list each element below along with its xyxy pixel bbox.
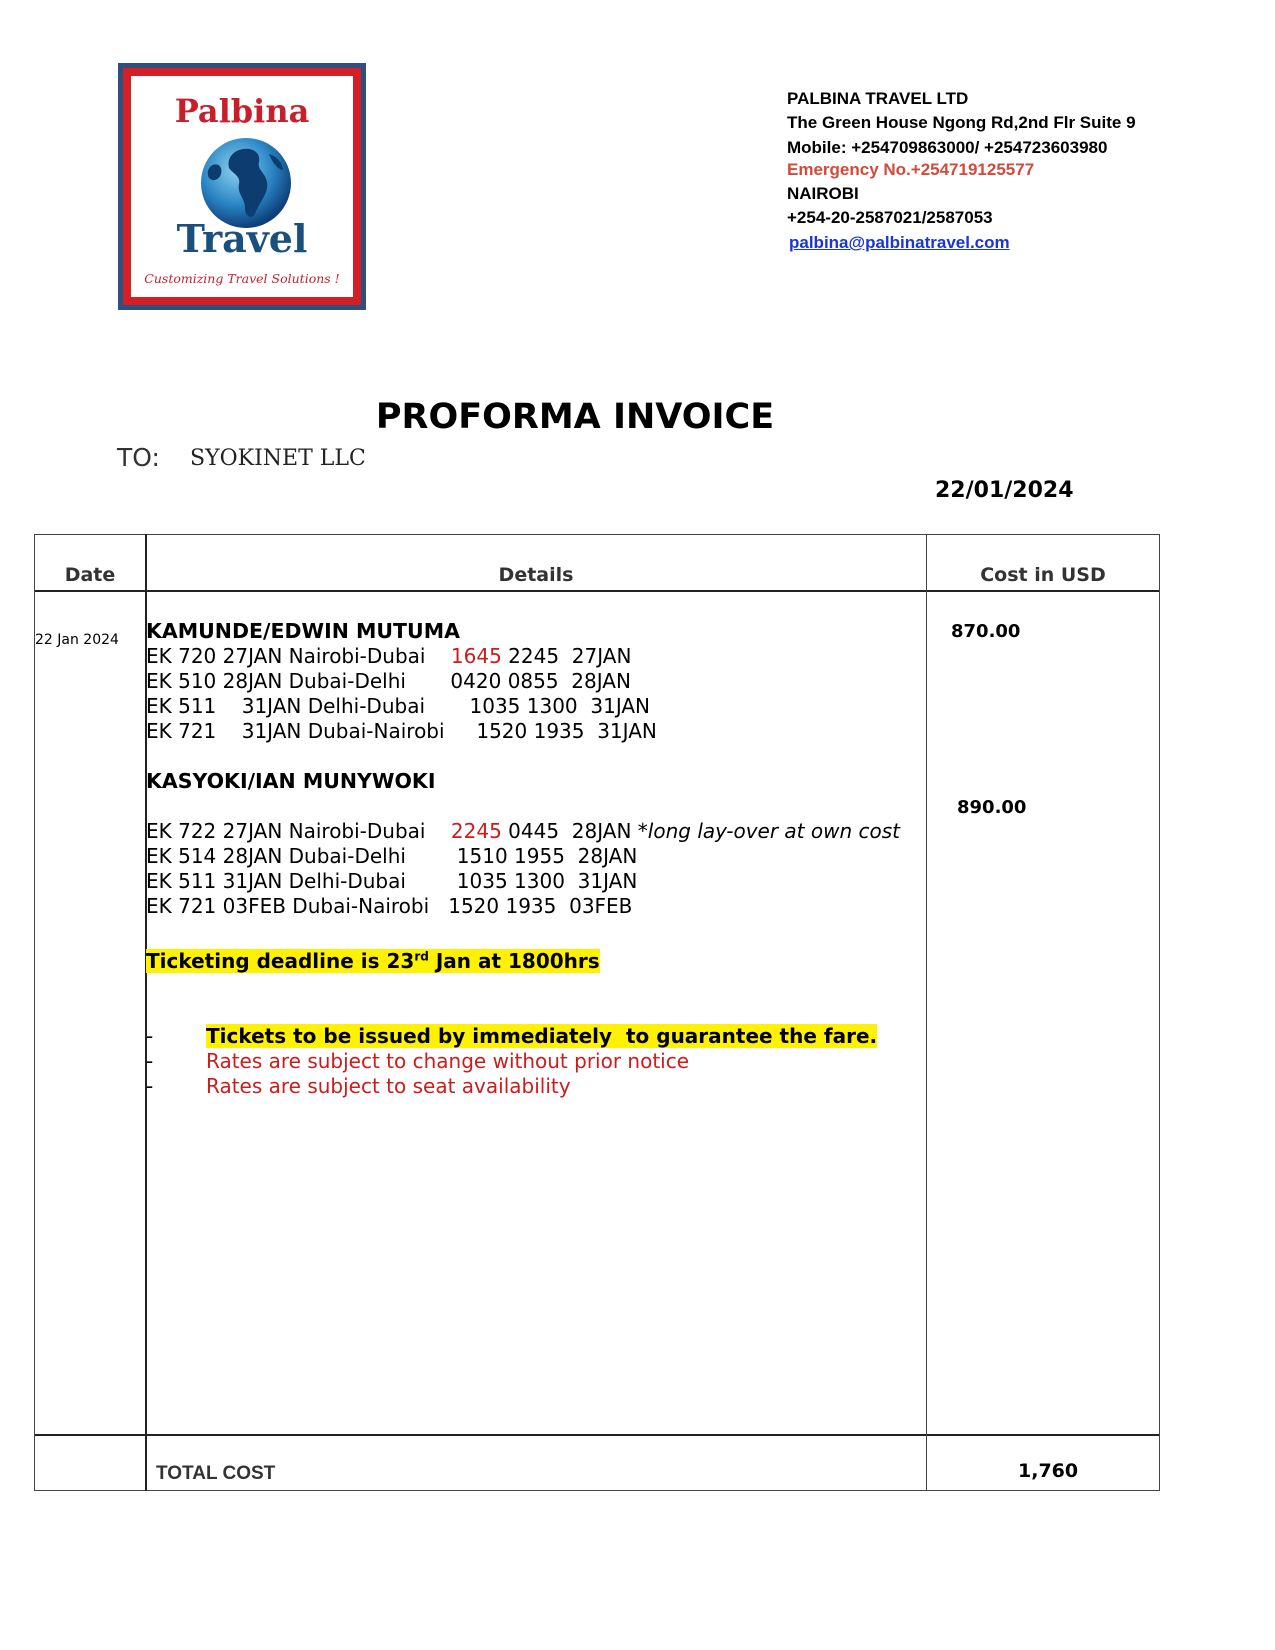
- flight-segment: EK 511 31JAN Delhi-Dubai 1035 1300 31JAN: [146, 694, 651, 718]
- layover-note: *long lay-over at own cost: [637, 819, 901, 843]
- company-emergency: Emergency No.+254719125577: [787, 160, 1035, 179]
- company-name: PALBINA TRAVEL LTD: [787, 89, 969, 108]
- flight-segment: EK 721 03FEB Dubai-Nairobi 1520 1935 03FEB: [146, 894, 633, 918]
- passenger-1-cost: 870.00: [951, 621, 1021, 642]
- passenger-2-cost: 890.00: [957, 797, 1027, 818]
- note-item: - Tickets to be issued by immediately to guarantee the fare.: [146, 1023, 878, 1048]
- logo-tagline: Customizing Travel Solutions !: [144, 271, 340, 286]
- flight-segment: EK 721 31JAN Dubai-Nairobi 1520 1935 31JAN: [146, 719, 657, 743]
- passenger-2-name: KASYOKI/IAN MUNYWOKI: [146, 769, 436, 793]
- company-mobile: Mobile: +254709863000/ +254723603980: [787, 138, 1108, 157]
- flight-segment: EK 511 31JAN Delhi-Dubai 1035 1300 31JAN: [146, 869, 638, 893]
- recipient-name: SYOKINET LLC: [190, 446, 366, 471]
- company-email-link[interactable]: palbina@palbinatravel.com: [789, 233, 1010, 252]
- company-phone: +254-20-2587021/2587053: [787, 208, 993, 227]
- total-cost-value: 1,760: [1018, 1460, 1079, 1482]
- table-header-divider: [34, 590, 1160, 592]
- flight-segment: EK 720 27JAN Nairobi-Dubai 1645 2245 27JAN: [146, 644, 632, 668]
- logo-bottom-text: Travel: [176, 216, 308, 261]
- company-address: The Green House Ngong Rd,2nd Flr Suite 9: [787, 113, 1136, 132]
- table-total-divider: [34, 1434, 1160, 1436]
- table-col-divider-2: [926, 534, 927, 1491]
- header-cost: Cost in USD: [980, 564, 1106, 586]
- flight-segment: EK 510 28JAN Dubai-Delhi 0420 0855 28JAN: [146, 669, 631, 693]
- flight-segment: EK 722 27JAN Nairobi-Dubai 2245 0445 28JAN *long lay-over at own cost: [146, 819, 901, 843]
- page-title: PROFORMA INVOICE: [375, 397, 775, 437]
- header-details: Details: [498, 564, 574, 586]
- table-right-border: [1159, 534, 1160, 1491]
- details-cell: [146, 619, 906, 1099]
- flight-segment: EK 514 28JAN Dubai-Delhi 1510 1955 28JAN: [146, 844, 638, 868]
- note-item: - Rates are subject to change without prior notice: [146, 1048, 690, 1073]
- to-label: TO:: [117, 443, 160, 472]
- note-item: - Rates are subject to seat availability: [146, 1073, 571, 1098]
- table-left-border: [34, 534, 35, 1491]
- company-city: NAIROBI: [787, 184, 859, 203]
- table-bottom-border: [34, 1490, 1160, 1491]
- invoice-date: 22/01/2024: [935, 478, 1074, 503]
- ticketing-deadline: Ticketing deadline is 23rd Jan at 1800hrs: [146, 948, 600, 973]
- header-date: Date: [64, 564, 116, 586]
- table-top-border: [34, 534, 1160, 535]
- company-logo: [118, 63, 366, 310]
- passenger-1-name: KAMUNDE/EDWIN MUTUMA: [146, 619, 460, 643]
- row-date: 22 Jan 2024: [35, 632, 119, 648]
- logo-top-text: Palbina: [174, 92, 310, 130]
- total-cost-label: TOTAL COST: [156, 1463, 276, 1484]
